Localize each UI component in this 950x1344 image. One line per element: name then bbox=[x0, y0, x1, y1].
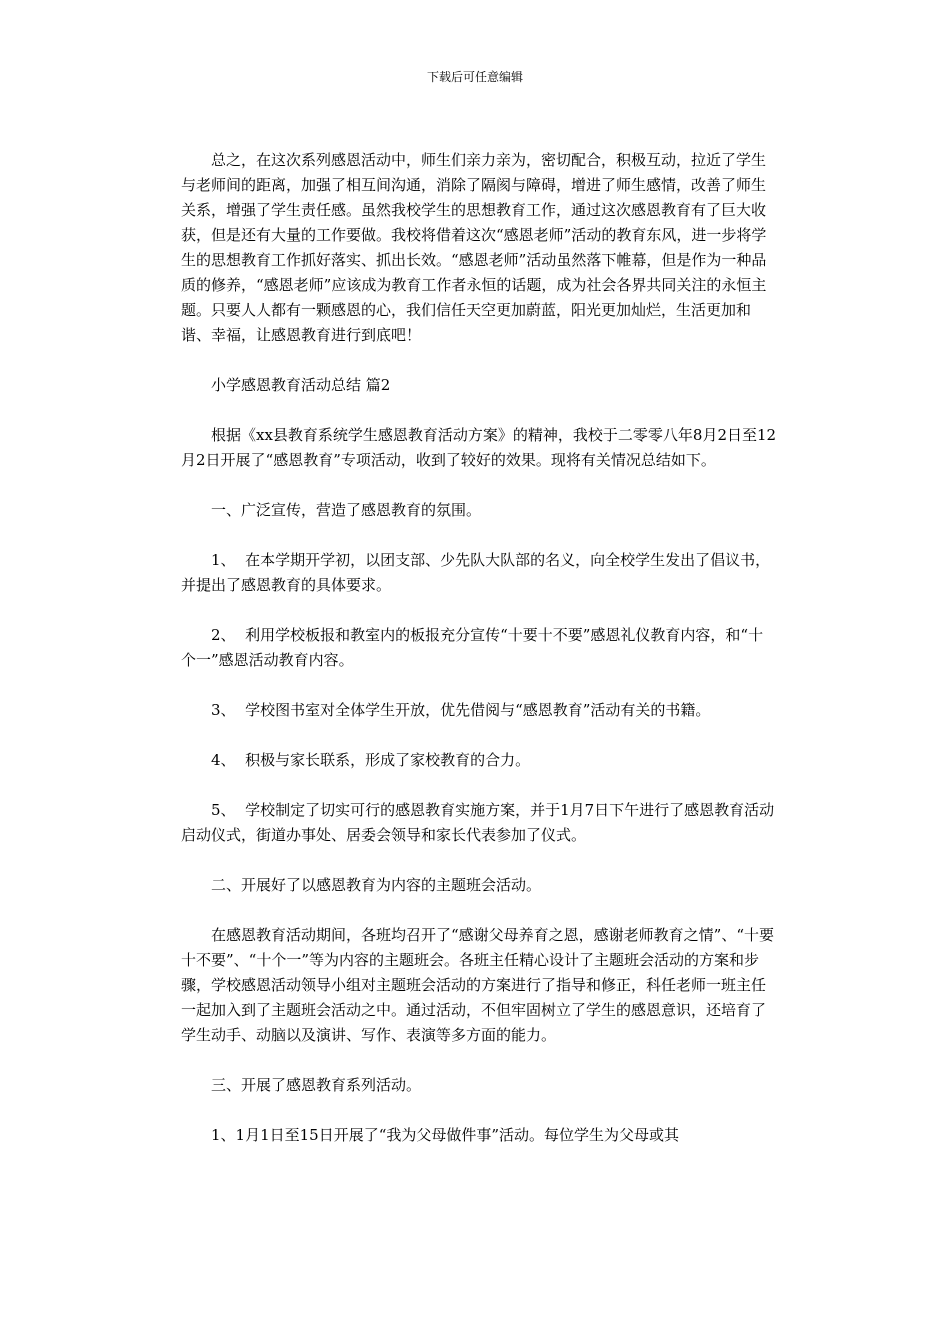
list-item-4: 4、 积极与家长联系，形成了家校教育的合力。 bbox=[211, 751, 531, 769]
list-item-3: 3、 学校图书室对全体学生开放，优先借阅与“感恩教育”活动有关的书籍。 bbox=[211, 701, 711, 719]
heading-one: 一、广泛宣传，营造了感恩教育的氛围。 bbox=[211, 501, 482, 519]
section-title: 小学感恩教育活动总结 篇2 bbox=[211, 376, 391, 394]
paragraph-conclusion: 总之，在这次系列感恩活动中，师生们亲力亲为，密切配合，积极互动，拉近了学生与老师间的距离，加强了相互间沟通，消除了隔阂与障碍，增进了师生感情，改善了师生关系，增强了学生责任感。虽然我校学生的思想教育工作，通过这次感恩教育有了巨大收获，但是还有大量的工作要做。我校将借着这次“感恩老师”活动的教育东风，进一步将学生的思想教育工作抓好落实、抓出长效。“感恩老师”活动虽然落下帷幕，但是作为一种品质的修养，“感恩老师”应该成为教育工作者永恒的话题，成为社会各界共同关注的永恒主题。只要人人都有一颗感恩的心，我们信任天空更加蔚蓝，阳光更加灿烂，生活更加和谐、幸福，让感恩教育进行到底吧！ bbox=[181, 151, 767, 344]
heading-three: 三、开展了感恩教育系列活动。 bbox=[211, 1076, 422, 1094]
heading-two: 二、开展好了以感恩教育为内容的主题班会活动。 bbox=[211, 876, 542, 894]
paragraph-class-meetings: 在感恩教育活动期间，各班均召开了“感谢父母养育之恩，感谢老师教育之情”、“十要十不要”、“十个一”等为内容的主题班会。各班主任精心设计了主题班会活动的方案和步骤，学校感恩活动领导小组对主题班会活动的方案进行了指导和修正，科任老师一班主任一起加入到了主题班会活动之中。通过活动，不但牢固树立了学生的感恩意识，还培育了学生动手、动脑以及演讲、写作、表演等多方面的能力。 bbox=[181, 926, 775, 1044]
header-note: 下载后可任意编辑 bbox=[426, 70, 523, 84]
list-item-1: 1、 在本学期开学初，以团支部、少先队大队部的名义，向全校学生发出了倡议书，并提出了感恩教育的具体要求。 bbox=[181, 551, 771, 594]
document-body bbox=[181, 148, 777, 1173]
paragraph-activity-1: 1、1月1日至15日开展了“我为父母做件事”活动。每位学生为父母或其 bbox=[211, 1126, 680, 1144]
list-item-5: 5、 学校制定了切实可行的感恩教育实施方案，并于1月7日下午进行了感恩教育活动启动仪式，街道办事处、居委会领导和家长代表参加了仪式。 bbox=[181, 801, 775, 844]
paragraph-intro: 根据《xx县教育系统学生感恩教育活动方案》的精神，我校于二零零八年8月2日至12月2日开展了“感恩教育”专项活动，收到了较好的效果。现将有关情况总结如下。 bbox=[181, 426, 777, 469]
list-item-2: 2、 利用学校板报和教室内的板报充分宣传“十要十不要”感恩礼仪教育内容，和“十个一”感恩活动教育内容。 bbox=[181, 626, 764, 669]
